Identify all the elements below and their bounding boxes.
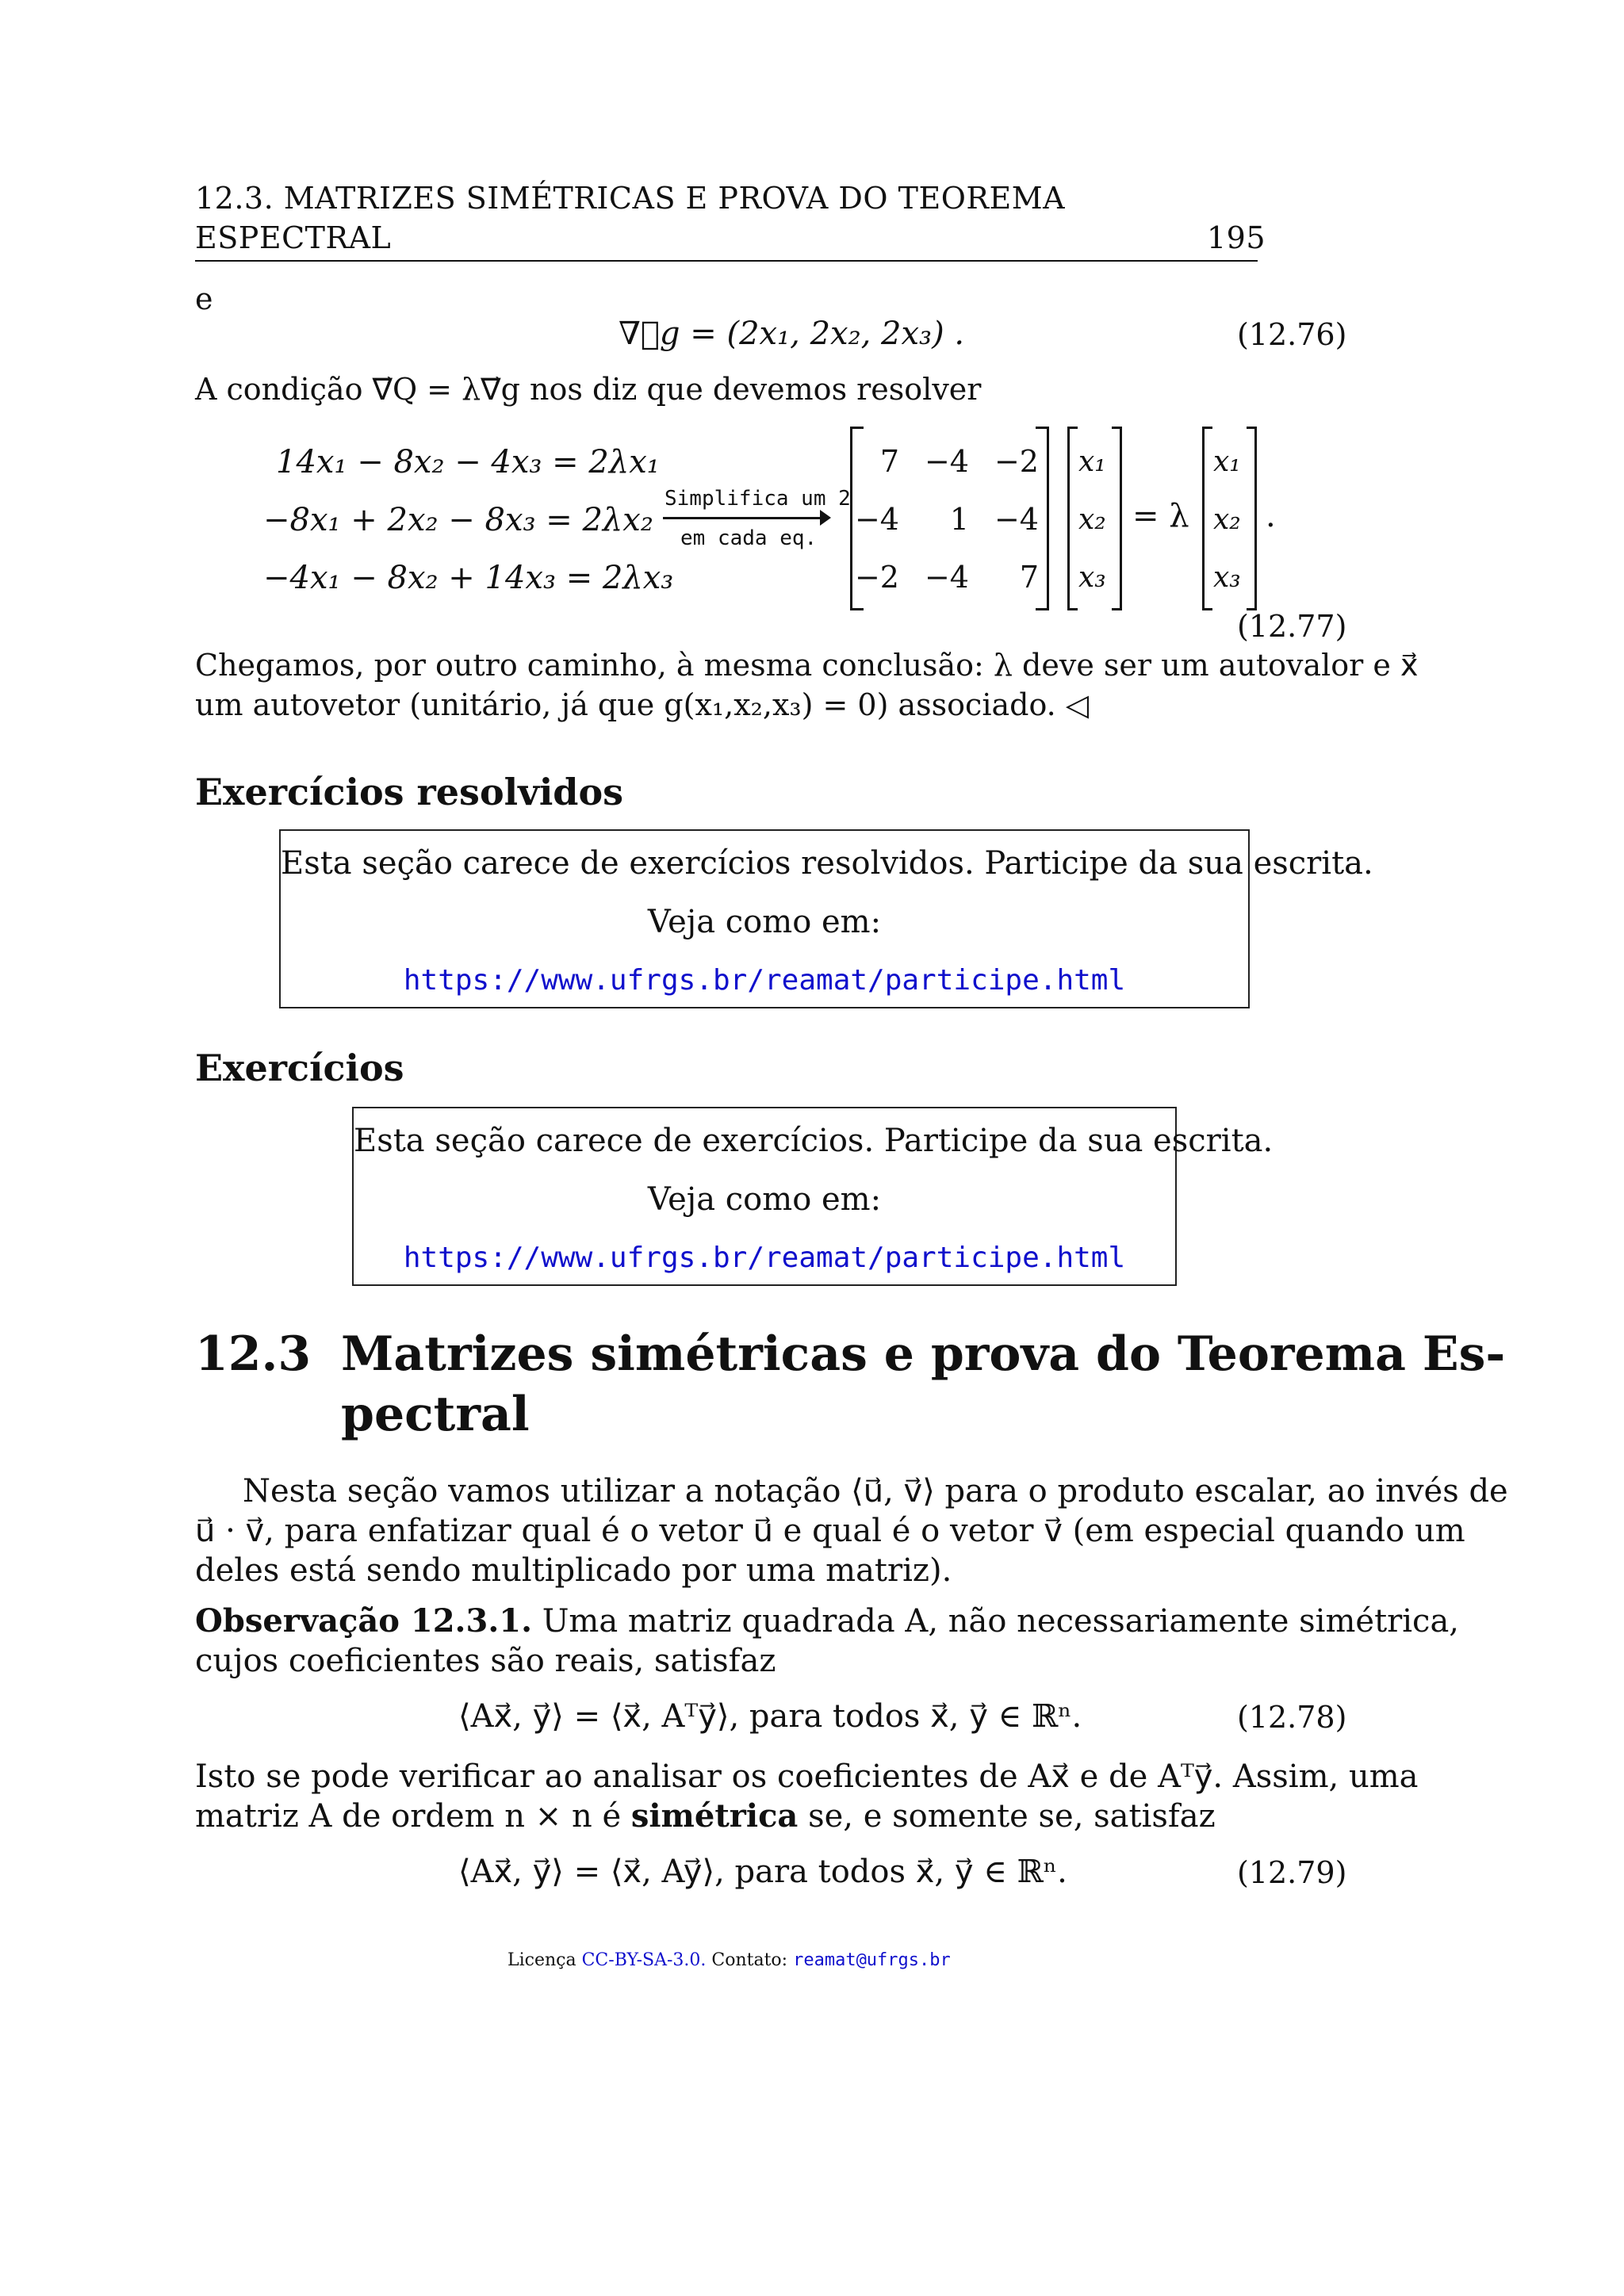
section-title-line-2: pectral bbox=[341, 1387, 530, 1442]
solved-exercises-notice-box bbox=[279, 829, 1373, 1008]
system-eq-3: −4x₁ − 8x₂ + 14x₃ = 2λx₃ bbox=[263, 560, 674, 596]
equation-12-79: ⟨Ax⃗, y⃗⟩ = ⟨x⃗, Ay⃗⟩, para todos x⃗, y⃗ ∈ ℝⁿ. bbox=[458, 1854, 1067, 1890]
observation-line-2: cujos coeficientes são reais, satisfaz bbox=[195, 1643, 776, 1679]
conclusion-line-1: Chegamos, por outro caminho, à mesma conclusão: λ deve ser um autovalor e x⃗ bbox=[195, 648, 1419, 683]
solved-exercises-heading: Exercícios resolvidos bbox=[195, 771, 624, 813]
equation-12-78: ⟨Ax⃗, y⃗⟩ = ⟨x⃗, Aᵀy⃗⟩, para todos x⃗, y⃗ ∈ ℝⁿ. bbox=[458, 1698, 1082, 1735]
symmetric-line-2-pre: matriz A de ordem n × n é bbox=[195, 1798, 631, 1835]
section-title-line-1: Matrizes simétricas e prova do Teorema Es- bbox=[341, 1326, 1506, 1382]
solved-exercises-link[interactable]: https://www.ufrgs.br/reamat/participe.html bbox=[403, 964, 1126, 997]
page-number: 195 bbox=[1207, 220, 1266, 255]
header-rule bbox=[195, 260, 1258, 262]
exercises-heading: Exercícios bbox=[195, 1047, 404, 1089]
running-header-title-cont: ESPECTRAL bbox=[195, 220, 392, 255]
vector-rhs-left-bracket bbox=[1202, 427, 1212, 610]
symmetric-paragraph-line-2 bbox=[195, 1797, 1332, 1836]
matrix-cell-3-3: 7 bbox=[1019, 560, 1039, 595]
vector-x-left-bracket bbox=[1067, 427, 1078, 610]
vector-rhs-3: x₃ bbox=[1213, 561, 1241, 594]
matrix-cell-3-1: −2 bbox=[854, 560, 899, 595]
footer-license-label: Licença bbox=[508, 1950, 576, 1970]
matrix-cell-3-2: −4 bbox=[924, 560, 969, 595]
intro-paragraph-line-3: deles está sendo multiplicado por uma matriz). bbox=[195, 1552, 952, 1589]
observation-line-1 bbox=[195, 1601, 1460, 1641]
matrix-cell-2-3: −4 bbox=[994, 502, 1039, 537]
running-header-title: 12.3. MATRIZES SIMÉTRICAS E PROVA DO TEOREMA bbox=[195, 181, 1066, 216]
condition-text: A condição ∇⃗Q = λ∇⃗g nos diz que devemos resolver bbox=[195, 372, 982, 407]
conclusion-line-2: um autovetor (unitário, já que g(x₁,x₂,x₃) = 0) associado. ◁ bbox=[195, 687, 1090, 722]
footer-license-link[interactable]: CC-BY-SA-3.0. bbox=[581, 1950, 707, 1970]
conjunction-text: e bbox=[195, 281, 213, 316]
equation-number-12-77: (12.77) bbox=[1237, 609, 1347, 644]
system-period: . bbox=[1266, 498, 1276, 534]
exercises-notice-box bbox=[352, 1107, 1274, 1286]
arrow-label-bottom: em cada eq. bbox=[680, 526, 818, 550]
system-eq-1: 14x₁ − 8x₂ − 4x₃ = 2λx₁ bbox=[276, 444, 660, 480]
footer bbox=[508, 1950, 951, 1970]
footer-contact-email[interactable]: reamat@ufrgs.br bbox=[793, 1950, 951, 1970]
observation-label: Observação 12.3.1. bbox=[195, 1602, 532, 1640]
arrow-shaft bbox=[663, 517, 828, 519]
matrix-cell-2-1: −4 bbox=[854, 502, 899, 537]
solved-exercises-see-how: Veja como em: bbox=[647, 904, 882, 940]
matrix-cell-1-1: 7 bbox=[879, 444, 899, 479]
exercises-link[interactable]: https://www.ufrgs.br/reamat/participe.html bbox=[403, 1242, 1126, 1274]
observation-block bbox=[195, 1601, 1460, 1681]
vector-rhs-right-bracket bbox=[1247, 427, 1257, 610]
section-number: 12.3 bbox=[195, 1326, 312, 1382]
intro-paragraph-line-1: Nesta seção vamos utilizar a notação ⟨u⃗, v⃗⟩ para o produto escalar, ao invés de bbox=[243, 1473, 1508, 1510]
solved-exercises-notice: Esta seção carece de exercícios resolvidos. Participe da sua escrita. bbox=[281, 845, 1373, 882]
matrix-cell-1-3: −2 bbox=[994, 444, 1039, 479]
arrow-head-icon bbox=[820, 510, 831, 526]
equation-number-12-76: (12.76) bbox=[1237, 317, 1347, 352]
symmetric-line-2-post: se, e somente se, satisfaz bbox=[798, 1798, 1216, 1835]
vector-rhs-1: x₁ bbox=[1213, 446, 1241, 478]
vector-x-1: x₁ bbox=[1078, 446, 1106, 478]
equation-number-12-79: (12.79) bbox=[1237, 1855, 1347, 1890]
vector-rhs-2: x₂ bbox=[1213, 503, 1241, 536]
vector-x-right-bracket bbox=[1112, 427, 1122, 610]
matrix-cell-2-2: 1 bbox=[949, 502, 969, 537]
intro-paragraph bbox=[195, 1471, 1508, 1590]
exercises-see-how: Veja como em: bbox=[647, 1181, 882, 1218]
vector-x-3: x₃ bbox=[1078, 561, 1106, 594]
equals-lambda: = λ bbox=[1132, 498, 1189, 534]
observation-line-1-text: Uma matriz quadrada A, não necessariamente simétrica, bbox=[532, 1603, 1460, 1640]
symmetric-paragraph-line-1: Isto se pode verificar ao analisar os coeficientes de Ax⃗ e de Aᵀy⃗. Assim, uma bbox=[195, 1758, 1419, 1795]
equation-12-76: ∇⃗g = (2x₁, 2x₂, 2x₃) . bbox=[619, 316, 965, 352]
footer-contact-label: Contato: bbox=[711, 1950, 788, 1970]
exercises-notice: Esta seção carece de exercícios. Participe da sua escrita. bbox=[354, 1123, 1274, 1159]
symmetric-term: simétrica bbox=[630, 1797, 799, 1835]
equation-number-12-78: (12.78) bbox=[1237, 1700, 1347, 1735]
intro-paragraph-line-2: u⃗ · v⃗, para enfatizar qual é o vetor u⃗ e qual é o vetor v⃗ (em especial quando um bbox=[195, 1513, 1465, 1549]
vector-x-2: x₂ bbox=[1078, 503, 1106, 536]
symmetric-paragraph bbox=[195, 1757, 1419, 1836]
arrow-label-top: Simplifica um 2 bbox=[665, 487, 851, 511]
system-eq-2: −8x₁ + 2x₂ − 8x₃ = 2λx₂ bbox=[263, 502, 653, 538]
matrix-cell-1-2: −4 bbox=[924, 444, 969, 479]
